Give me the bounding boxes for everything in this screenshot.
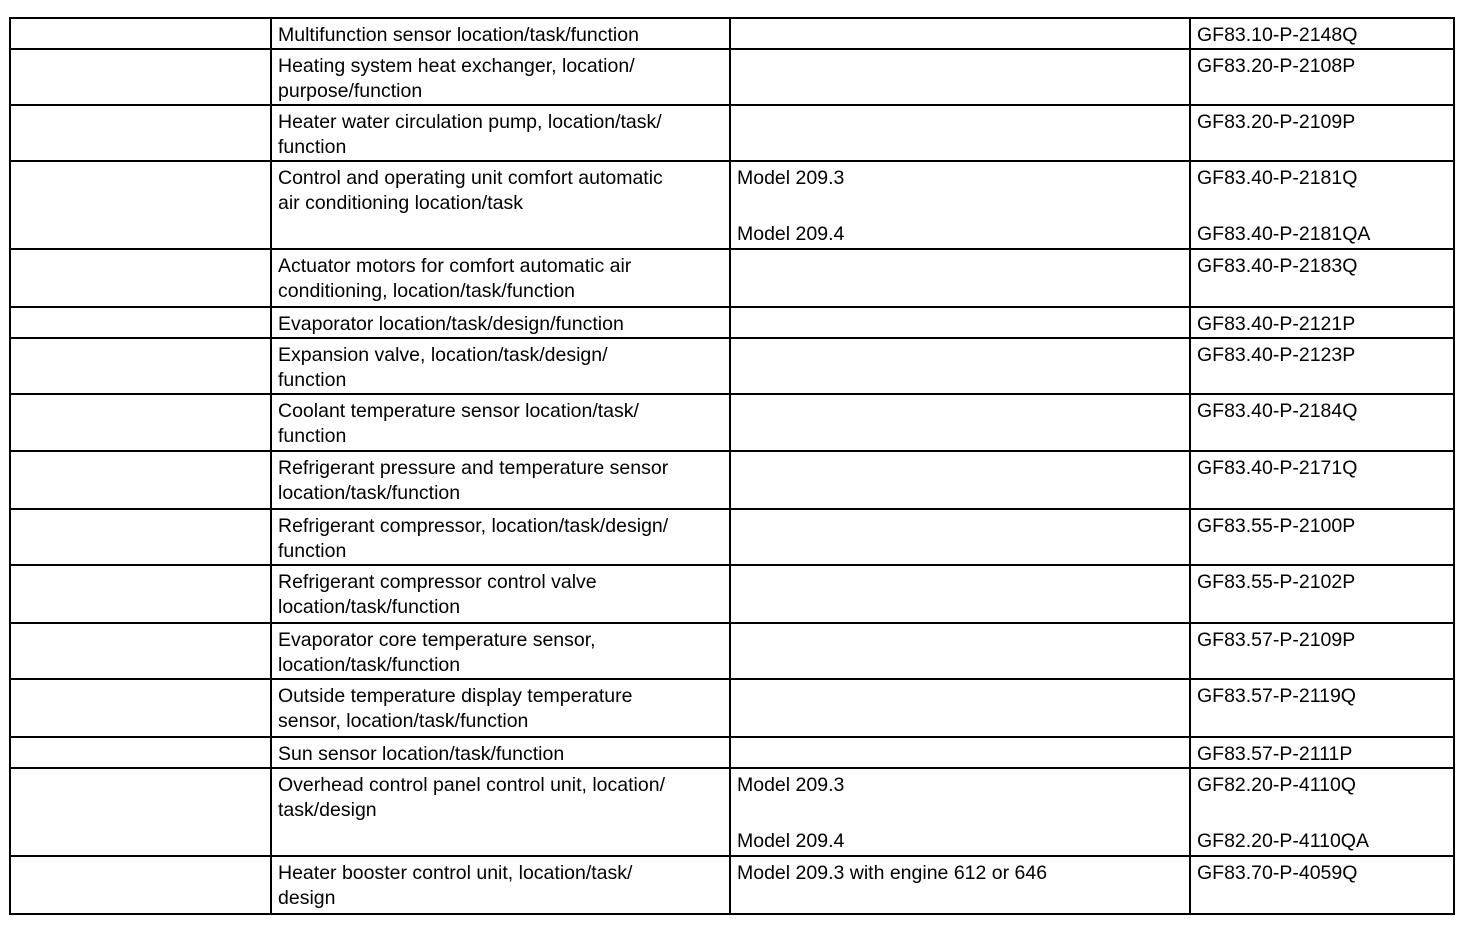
table-row [10,856,1454,914]
description-cell [271,679,730,737]
description-line: air conditioning location/task [278,192,523,214]
description-line: Heater booster control unit, location/task/ [278,862,633,884]
description-line: Sun sensor location/task/function [278,743,565,765]
description-cell [271,451,730,509]
description-line: location/task/function [278,482,461,504]
condition-cell [730,394,1190,451]
document-ref-cell [1190,249,1454,307]
table-row [10,307,1454,338]
description-cell [271,509,730,565]
document-ref-link[interactable]: GF83.57-P-2109P [1197,629,1356,651]
description-line: Actuator motors for comfort automatic air [278,255,632,277]
description-line: Outside temperature display temperature [278,685,633,707]
table-row [10,161,1454,249]
table-row [10,768,1454,856]
description-line: function [278,425,347,447]
document-ref-cell [1190,18,1454,49]
description-line: function [278,540,347,562]
reference-table [9,17,1455,915]
table-row [10,623,1454,679]
description-line: Heater water circulation pump, location/task/ [278,111,662,133]
description-line: function [278,369,347,391]
condition-cell [730,338,1190,394]
description-cell [271,307,730,338]
condition-cell [730,307,1190,338]
document-ref-cell [1190,565,1454,623]
table-row [10,249,1454,307]
description-line: location/task/function [278,654,461,676]
condition-cell [730,737,1190,768]
document-ref-link[interactable]: GF83.20-P-2109P [1197,111,1356,133]
condition-cell [730,249,1190,307]
condition-text: Model 209.3 with engine 612 or 646 [737,862,1048,884]
condition-cell [730,105,1190,161]
description-cell [271,565,730,623]
reference-table-body [10,18,1454,914]
document-ref-link[interactable]: GF83.70-P-4059Q [1197,862,1358,884]
description-cell [271,856,730,914]
description-line: design [278,887,336,909]
description-line: location/task/function [278,596,461,618]
document-ref-link[interactable]: GF83.40-P-2121P [1197,313,1356,335]
document-ref-cell [1190,509,1454,565]
document-ref-cell [1190,623,1454,679]
document-ref-cell [1190,161,1454,249]
table-row [10,451,1454,509]
description-line: Expansion valve, location/task/design/ [278,344,608,366]
document-ref-link[interactable]: GF83.40-P-2183Q [1197,255,1358,277]
condition-cell [730,623,1190,679]
description-line: Refrigerant pressure and temperature sensor [278,457,669,479]
condition-cell [730,856,1190,914]
description-line: Refrigerant compressor, location/task/design/ [278,515,669,537]
document-ref-link[interactable]: GF83.55-P-2102P [1197,571,1356,593]
description-line: Control and operating unit comfort automatic [278,167,663,189]
document-ref-link[interactable]: GF83.40-P-2181QA [1197,223,1371,245]
blank-cell [10,307,271,338]
blank-cell [10,623,271,679]
document-ref-link[interactable]: GF83.55-P-2100P [1197,515,1356,537]
condition-text: Model 209.3 [737,774,845,796]
blank-cell [10,18,271,49]
description-line: Evaporator core temperature sensor, [278,629,596,651]
document-ref-link[interactable]: GF83.57-P-2111P [1197,743,1353,765]
condition-text: Model 209.3 [737,167,845,189]
blank-cell [10,509,271,565]
blank-cell [10,249,271,307]
document-ref-link[interactable]: GF83.40-P-2123P [1197,344,1356,366]
table-row [10,105,1454,161]
description-line: Evaporator location/task/design/function [278,313,624,335]
blank-cell [10,679,271,737]
table-row [10,565,1454,623]
document-ref-link[interactable]: GF83.20-P-2108P [1197,55,1356,77]
condition-text: Model 209.4 [737,223,845,245]
blank-cell [10,49,271,105]
description-line: function [278,136,347,158]
document-ref-cell [1190,105,1454,161]
document-ref-cell [1190,679,1454,737]
description-line: Multifunction sensor location/task/function [278,24,639,46]
description-cell [271,161,730,249]
condition-cell [730,509,1190,565]
document-ref-link[interactable]: GF82.20-P-4110QA [1197,830,1369,852]
blank-cell [10,737,271,768]
description-cell [271,49,730,105]
description-cell [271,623,730,679]
blank-cell [10,394,271,451]
document-ref-cell [1190,338,1454,394]
table-row [10,49,1454,105]
condition-cell [730,565,1190,623]
condition-cell [730,161,1190,249]
document-ref-cell [1190,49,1454,105]
document-ref-cell [1190,856,1454,914]
document-ref-cell [1190,394,1454,451]
table-row [10,509,1454,565]
description-cell [271,105,730,161]
table-row [10,679,1454,737]
document-ref-link[interactable]: GF83.40-P-2184Q [1197,400,1358,422]
description-line: Refrigerant compressor control valve [278,571,597,593]
description-cell [271,768,730,856]
condition-cell [730,49,1190,105]
table-row [10,394,1454,451]
condition-cell [730,679,1190,737]
document-ref-link[interactable]: GF82.20-P-4110Q [1197,774,1356,796]
description-line: purpose/function [278,80,423,102]
blank-cell [10,105,271,161]
description-cell [271,737,730,768]
description-cell [271,394,730,451]
description-cell [271,338,730,394]
condition-cell [730,18,1190,49]
description-line: conditioning, location/task/function [278,280,576,302]
description-line: task/design [278,799,377,821]
description-line: Overhead control panel control unit, location/ [278,774,665,796]
blank-cell [10,565,271,623]
blank-cell [10,768,271,856]
blank-cell [10,338,271,394]
document-ref-link[interactable]: GF83.10-P-2148Q [1197,24,1358,46]
blank-cell [10,856,271,914]
document-ref-link[interactable]: GF83.40-P-2181Q [1197,167,1358,189]
document-ref-link[interactable]: GF83.40-P-2171Q [1197,457,1358,479]
document-ref-cell [1190,451,1454,509]
condition-cell [730,451,1190,509]
blank-cell [10,451,271,509]
condition-cell [730,768,1190,856]
document-ref-cell [1190,737,1454,768]
table-row [10,338,1454,394]
description-cell [271,18,730,49]
blank-cell [10,161,271,249]
document-ref-link[interactable]: GF83.57-P-2119Q [1197,685,1356,707]
description-cell [271,249,730,307]
document-ref-cell [1190,768,1454,856]
table-row [10,737,1454,768]
condition-text: Model 209.4 [737,830,845,852]
table-row [10,18,1454,49]
description-line: Coolant temperature sensor location/task/ [278,400,639,422]
document-ref-cell [1190,307,1454,338]
description-line: Heating system heat exchanger, location/ [278,55,635,77]
description-line: sensor, location/task/function [278,710,529,732]
